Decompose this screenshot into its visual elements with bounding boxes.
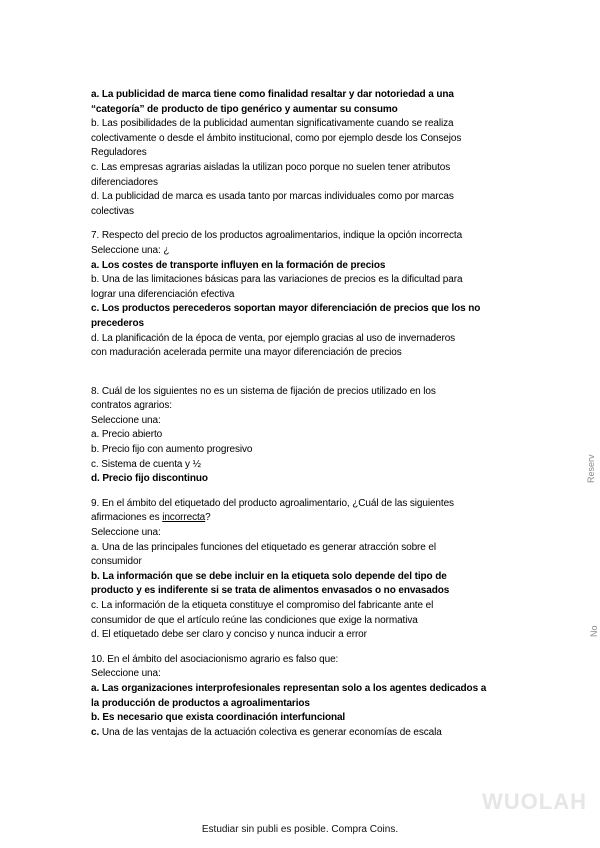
q7-question: 7. Respecto del precio de los productos agroalimentarios, indique la opción incorrecta xyxy=(91,230,463,242)
footer-promo-text: Estudiar sin publi es posible. Compra Coins. xyxy=(201,824,399,835)
q7-select-prompt: Seleccione una: ¿ xyxy=(91,244,170,256)
q9-question: 9. En el ámbito del etiquetado del producto agroalimentario, ¿Cuál de las siguientes afirmaciones es incorrecta? xyxy=(91,497,454,524)
q6-option-a: a. La publicidad de marca tiene como finalidad resaltar y dar notoriedad a una “categoría” de producto de tipo genérico y aumentar su consumo xyxy=(91,89,454,115)
q9-option-c: c. La información de la etiqueta constituye el compromiso del fabricante ante el consumidor de que el artículo reúne las condiciones que exige la normativa xyxy=(91,600,434,626)
q8-select-prompt: Seleccione una: xyxy=(91,414,161,426)
side-watermark-text-2: No xyxy=(589,625,599,637)
q9-option-a: a. Una de las principales funciones del etiquetado es generar atracción sobre el consumidor xyxy=(91,541,436,568)
q6-option-d: d. La publicidad de marca es usada tanto por marcas individuales como por marcas colectivas xyxy=(91,191,454,217)
q8-option-d: d. Precio fijo discontinuo xyxy=(91,473,208,485)
q8-option-a: a. Precio abierto xyxy=(91,429,163,441)
q7-option-a: a. Los costes de transporte influyen en la formación de precios xyxy=(91,259,386,271)
q9-underlined-word: incorrecta xyxy=(162,512,206,524)
q10-option-c: c. Una de las ventajas de la actuación colectiva es generar economías de escala xyxy=(91,726,442,738)
q6-option-c: c. Las empresas agrarias aisladas la utilizan poco porque no suelen tener atributos diferenciadores xyxy=(91,161,451,188)
q10-option-b: b. Es necesario que exista coordinación interfuncional xyxy=(91,712,346,724)
wuolah-logo: WUOLAH xyxy=(482,789,587,814)
q10-option-a: a. Las organizaciones interprofesionales representan solo a los agentes dedicados a la producción de productos a agroalimentarios xyxy=(91,682,487,709)
q9-option-d: d. El etiquetado debe ser claro y conciso y nunca inducir a error xyxy=(91,629,367,641)
q8-option-b: b. Precio fijo con aumento progresivo xyxy=(91,444,253,456)
q7-option-c: c. Los productos perecederos soportan mayor diferenciación de precios que los no precederos xyxy=(91,303,481,329)
q10-select-prompt: Seleccione una: xyxy=(91,668,161,680)
q8-question: 8. Cuál de los siguientes no es un sistema de fijación de precios utilizado en los contratos agrarios: xyxy=(91,385,436,412)
side-watermark-text: Reserv xyxy=(586,454,596,483)
q9-option-b: b. La información que se debe incluir en la etiqueta solo depende del tipo de producto y es indiferente si se trata de alimentos envasados o no envasados xyxy=(91,570,450,597)
q10-question: 10. En el ámbito del asociacionismo agrario es falso que: xyxy=(91,653,339,665)
q10-option-c-text: Una de las ventajas de la actuación colectiva es generar economías de escala xyxy=(101,726,442,738)
q9-select-prompt: Seleccione una: xyxy=(91,527,161,539)
exam-content xyxy=(91,88,521,740)
q7-option-b: b. Una de las limitaciones básicas para las variaciones de precios es la dificultad para lograr una diferenciación efectiva xyxy=(91,274,463,300)
q6-option-b: b. Las posibilidades de la publicidad aumentan significativamente cuando se realiza colectivamente o desde el ámbito institucional, como por ejemplo desde los Consejos Reguladores xyxy=(91,118,462,159)
q8-option-c: c. Sistema de cuenta y ½ xyxy=(91,458,201,470)
q7-option-d: d. La planificación de la época de venta, por ejemplo gracias al uso de invernaderos con maduración acelerada permite una mayor diferenciación de precios xyxy=(91,332,456,359)
